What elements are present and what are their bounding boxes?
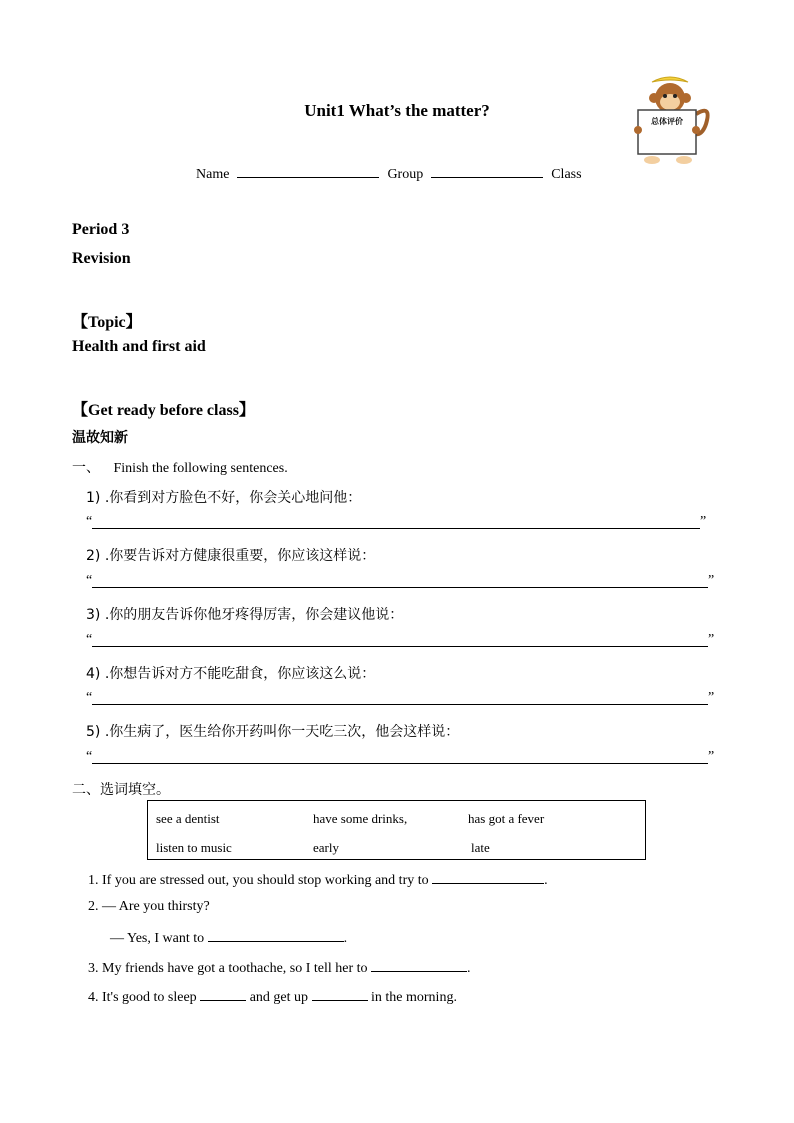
- blank-4a[interactable]: [200, 987, 246, 1001]
- word-box: [147, 800, 646, 860]
- student-info-line: [196, 163, 582, 183]
- word-option: late: [471, 840, 490, 855]
- class-label: Class: [551, 167, 582, 182]
- word-option: have some drinks,: [313, 811, 408, 826]
- question-1: 1) .你看到对方脸色不好，你会关心地问他：: [86, 490, 362, 506]
- blank-4b[interactable]: [312, 987, 368, 1001]
- revision-label: Revision: [72, 250, 131, 267]
- section1-number: 一、: [72, 460, 100, 476]
- topic-heading: 【Topic】: [72, 314, 142, 331]
- badge-text: 总体评价: [651, 117, 683, 126]
- review-heading: 温故知新: [72, 430, 128, 446]
- word-option: early: [313, 840, 339, 855]
- blank-3[interactable]: [371, 958, 467, 972]
- group-field[interactable]: [431, 163, 543, 178]
- fill-item-2: 2. — Are you thirsty?: [88, 899, 210, 914]
- section2-heading: 二、选词填空。: [72, 782, 170, 798]
- word-option: see a dentist: [156, 811, 220, 826]
- section1-heading: [72, 457, 288, 477]
- answer-line-2[interactable]: “ ”: [86, 573, 715, 588]
- fill-item-3: 3. My friends have got a toothache, so I tell her to .: [88, 958, 471, 977]
- question-3: 3) .你的朋友告诉你他牙疼得厉害，你会建议他说：: [86, 607, 404, 623]
- fill-item-2-answer: — Yes, I want to .: [110, 928, 347, 947]
- ready-heading: 【Get ready before class】: [72, 402, 255, 419]
- page-title: Unit1 What’s the matter?: [304, 101, 490, 120]
- question-4: 4) .你想告诉对方不能吃甜食，你应该这么说：: [86, 666, 376, 682]
- question-5: 5) .你生病了，医生给你开药叫你一天吃三次，他会这样说：: [86, 724, 460, 740]
- blank-2[interactable]: [208, 928, 344, 942]
- fill-item-4: 4. It's good to sleep and get up in the morning.: [88, 987, 457, 1006]
- name-label: Name: [196, 167, 230, 182]
- topic-text: Health and first aid: [72, 338, 206, 355]
- answer-line-5[interactable]: “ ”: [86, 749, 715, 764]
- section1-instruction: Finish the following sentences.: [113, 461, 288, 476]
- fill-item-1: 1. If you are stressed out, you should stop working and try to .: [88, 870, 548, 889]
- word-option: listen to music: [156, 840, 232, 855]
- word-option: has got a fever: [468, 811, 545, 826]
- monkey-mascot-icon: [630, 74, 712, 166]
- name-field[interactable]: [237, 163, 379, 178]
- group-label: Group: [387, 167, 424, 182]
- answer-line-1[interactable]: “ ”: [86, 514, 707, 529]
- question-2: 2) .你要告诉对方健康很重要，你应该这样说：: [86, 548, 376, 564]
- blank-1[interactable]: [432, 870, 544, 884]
- answer-line-4[interactable]: “ ”: [86, 690, 715, 705]
- period-label: Period 3: [72, 221, 130, 238]
- answer-line-3[interactable]: “ ”: [86, 632, 715, 647]
